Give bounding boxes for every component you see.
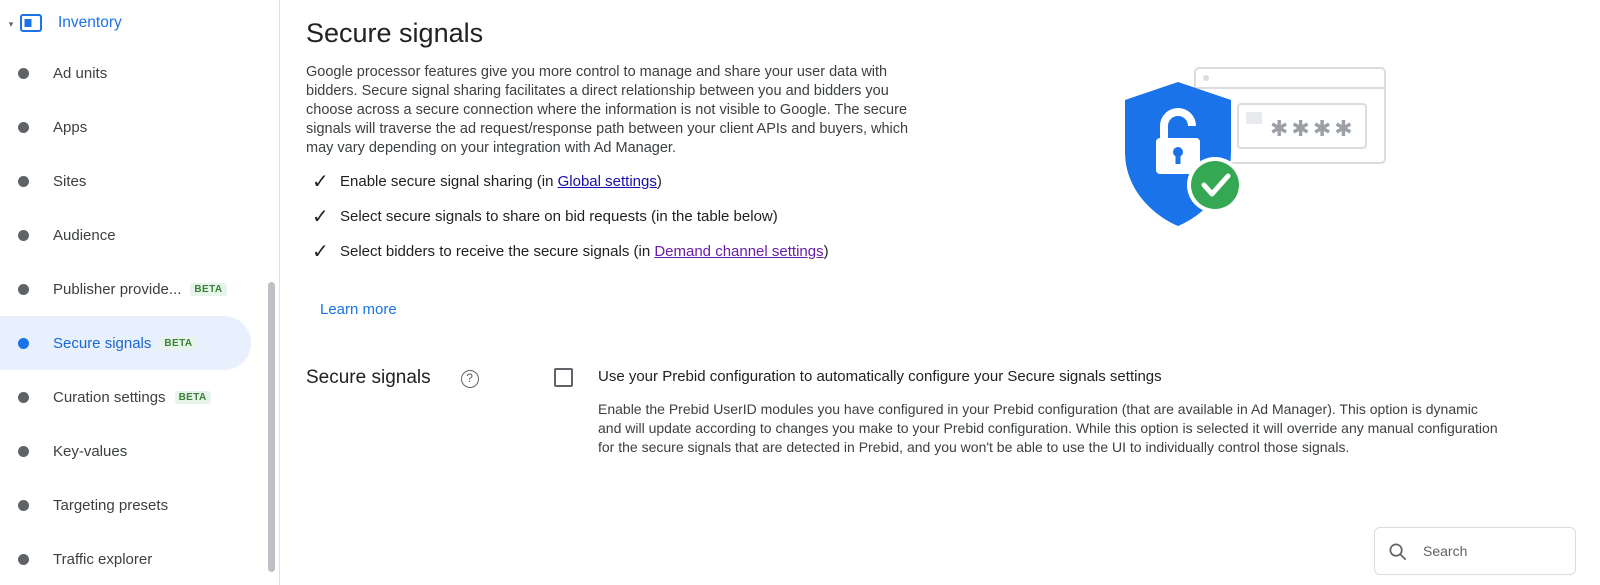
bullet-icon <box>18 176 29 187</box>
step-text-post: ) <box>823 243 829 260</box>
sidebar-item-label: Secure signals <box>53 334 152 352</box>
prebid-checkbox-row[interactable] <box>554 367 1501 387</box>
sidebar-item-curation-settings[interactable] <box>0 370 251 424</box>
prebid-checkbox-description: Enable the Prebid UserID modules you have configured in your Prebid configuration (that are available in Ad Manager). This option is dynamic and will update according to changes you make to your Prebid configuration. While this option is selected it will override any manual configuration for the secure signals that are detected in Prebid, and you won't be able to use the UI to individually control those signals. <box>598 401 1498 455</box>
check-icon: ✓ <box>312 241 329 263</box>
sidebar-item-traffic-explorer[interactable] <box>0 532 251 585</box>
prebid-checkbox-label: Use your Prebid configuration to automatically configure your Secure signals settings <box>598 368 1162 385</box>
sidebar-item-audience[interactable] <box>0 208 251 262</box>
check-icon: ✓ <box>312 206 329 228</box>
step-text <box>340 242 829 262</box>
bullet-icon <box>18 338 29 349</box>
bullet-icon <box>18 68 29 79</box>
beta-badge: BETA <box>175 391 211 404</box>
step-text <box>340 172 662 192</box>
inventory-icon <box>18 13 44 33</box>
bullet-icon <box>18 392 29 403</box>
step-text: Select secure signals to share on bid requests (in the table below) <box>340 208 778 225</box>
check-icon: ✓ <box>312 171 329 193</box>
beta-badge: BETA <box>160 337 196 350</box>
section-body <box>521 367 1501 457</box>
sidebar-item-targeting-presets[interactable] <box>0 478 251 532</box>
bullet-icon <box>18 554 29 565</box>
sidebar-header-inventory[interactable] <box>0 0 279 46</box>
sidebar-item-label: Traffic explorer <box>53 550 153 568</box>
sidebar-item-secure-signals[interactable] <box>0 316 251 370</box>
learn-more-link[interactable]: Learn more <box>320 301 397 318</box>
sidebar-item-publisher-provided[interactable] <box>0 262 251 316</box>
bullet-icon <box>18 122 29 133</box>
sidebar-scrollbar[interactable] <box>268 282 275 572</box>
sidebar-item-label: Curation settings <box>53 388 166 406</box>
bullet-icon <box>18 500 29 511</box>
sidebar-item-label: Audience <box>53 226 116 244</box>
sidebar-item-label: Ad units <box>53 64 108 82</box>
sidebar-item-label: Publisher provide... <box>53 280 182 298</box>
sidebar-item-label: Key-values <box>53 442 128 460</box>
sidebar-item-key-values[interactable] <box>0 424 251 478</box>
secure-signals-illustration <box>1120 60 1420 260</box>
sidebar-item-sites[interactable] <box>0 154 251 208</box>
sidebar-item-label: Sites <box>53 172 87 190</box>
demand-channel-settings-link[interactable]: Demand channel settings <box>654 243 824 260</box>
sidebar-item-label: Targeting presets <box>53 496 169 514</box>
global-settings-link[interactable]: Global settings <box>557 173 657 190</box>
sidebar-item-ad-units[interactable] <box>0 46 251 100</box>
sidebar-item-label: Apps <box>53 118 88 136</box>
bullet-icon <box>18 284 29 295</box>
section-title: Secure signals <box>306 367 431 388</box>
step-text-post: ) <box>656 173 662 190</box>
intro-paragraph: Google processor features give you more control to manage and share your user data with bidders. Secure signal sharing facilitates a direct relationship between you and bidders you choose across a secure connection where the information is not visible to Google. The secure signals will traverse the ad request/response path between your client APIs and buyers, which may vary depending on your integration with Ad Manager. <box>306 64 909 156</box>
chevron-down-icon[interactable]: ▾ <box>8 18 14 29</box>
sidebar-item-apps[interactable] <box>0 100 251 154</box>
help-icon[interactable]: ? <box>461 370 479 388</box>
svg-text:✱✱✱✱: ✱✱✱✱ <box>1270 117 1356 142</box>
search-icon <box>1387 541 1407 561</box>
search-input[interactable] <box>1421 542 1563 560</box>
search-box[interactable] <box>1374 527 1576 575</box>
section-label <box>306 367 521 457</box>
beta-badge: BETA <box>190 283 226 296</box>
bullet-icon <box>18 230 29 241</box>
page-title: Secure signals <box>306 18 484 48</box>
bullet-icon <box>18 446 29 457</box>
step-text-pre: Select bidders to receive the secure signals (in <box>340 243 655 260</box>
sidebar-header-label: Inventory <box>58 14 122 31</box>
prebid-checkbox[interactable] <box>554 368 573 387</box>
step-text-pre: Enable secure signal sharing (in <box>340 173 558 190</box>
secure-signals-section <box>306 367 1576 457</box>
sidebar <box>0 0 280 585</box>
main-content <box>280 0 1600 585</box>
